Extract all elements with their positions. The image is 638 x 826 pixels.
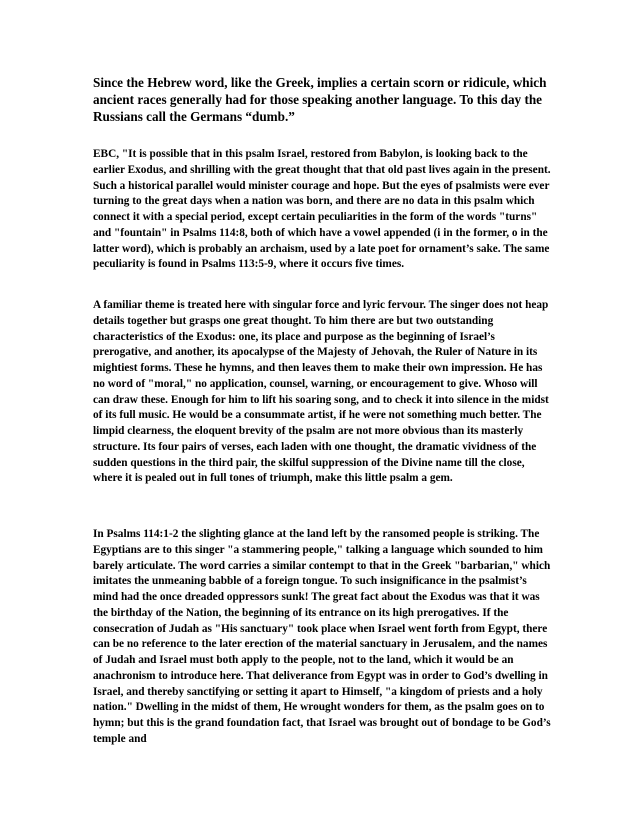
paragraph-slighting-glance: In Psalms 114:1-2 the slighting glance at the land left by the ransomed people is striking. The Egyptians are to this singer "a stammering people," talking a language which sounded to him barely articulate. The word carries a similar contempt to that in the Greek "barbarian," which imitates the unmeaning babble of a foreign tongue. To such insignificance in the psalmist’s mind had the once dreaded oppressors sunk! The great fact about the Exodus was that it was the birthday of the Nation, the beginning of its entrance on its high prerogatives. If the consecration of Judah as "His sanctuary" took place when Israel went forth from Egypt, there can be no reference to the later erection of the material sanctuary in Jerusalem, and the names of Judah and Israel must both apply to the people, not to the land, which it would be an anachronism to introduce here. That deliverance from Egypt was in order to God’s dwelling in Israel, and thereby sanctifying or setting it apart to Himself, "a kingdom of priests and a holy nation." Dwelling in the midst of them, He wrought wonders for them, as the psalm goes on to hymn; but this is the grand foundation fact, that Israel was brought out of bondage to be God’s temple and <box>93 528 551 745</box>
intro-note: Since the Hebrew word, like the Greek, implies a certain scorn or ridicule, which ancient races generally had for those speaking another language. To this day the Russians call the Germans “dumb.” <box>93 75 547 124</box>
paragraph-familiar-theme: A familiar theme is treated here with singular force and lyric fervour. The singer does not heap details together but grasps one great thought. To him there are but two outstanding characteristics of the Exodus: one, its place and purpose as the beginning of Israel’s prerogative, and another, its apocalypse of the Majesty of Jehovah, the Ruler of Nature in its mightiest forms. These he hymns, and then leaves them to make their own impression. He has no word of "moral," no application, counsel, warning, or encouragement to give. Whoso will can draw these. Enough for him to lift his soaring song, and to check it into silence in the midst of its full music. He would be a consummate artist, if he were not something much better. The limpid clearness, the eloquent brevity of the psalm are not more obvious than its masterly structure. Its four pairs of verses, each laden with one thought, the dramatic vividness of the sudden questions in the third pair, the skilful suppression of the Divine name till the close, where it is pealed out in full tones of triumph, make this little psalm a gem. <box>93 299 549 485</box>
paragraph-ebc: EBC, "It is possible that in this psalm Israel, restored from Babylon, is looking back to the earlier Exodus, and shrilling with the great thought that that old past lives again in the present. Such a historical parallel would minister courage and hope. But the eyes of psalmists were ever turning to the great days when a nation was born, and there are no data in this psalm which connect it with a special period, except certain peculiarities in the form of the words "turns" and "fountain" in Psalms 114:8, both of which have a vowel appended (i in the former, o in the latter word), which is probably an archaism, used by a late poet for ornament’s sake. The same peculiarity is found in Psalms 113:5-9, where it occurs five times. <box>93 148 551 271</box>
